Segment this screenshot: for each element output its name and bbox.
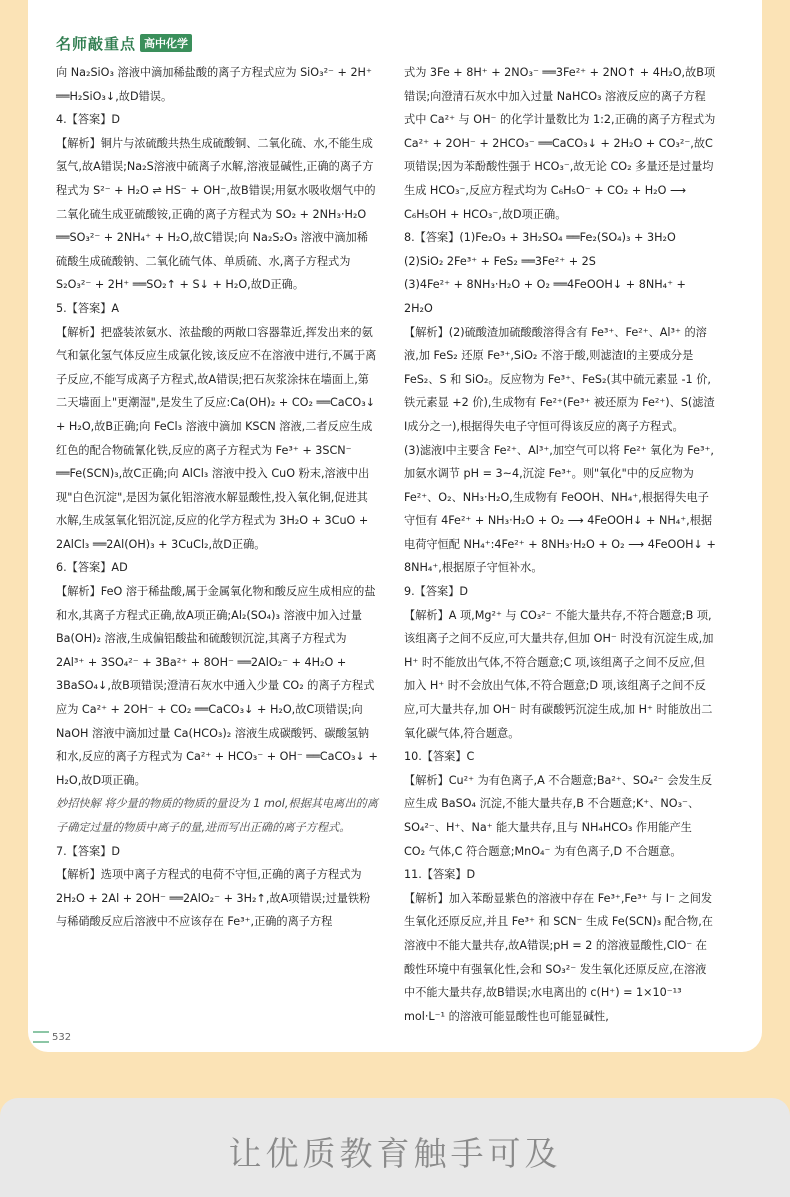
explanation-paragraph: 【解析】(2)硫酸渣加硫酸酸溶得含有 Fe³⁺、Fe²⁺、Al³⁺ 的溶液,加 FeS₂ 还原 Fe³⁺,SiO₂ 不溶于酸,则滤渣Ⅰ的主要成分是 FeS₂、S 和 SiO₂。反应物为 Fe³⁺、FeS₂(其中硫元素显 -1 价,铁元素显 +2 价),生成物有 Fe²⁺(Fe³⁺ 被还原为 Fe²⁺)、S(滤渣Ⅰ成分之一),根据得失电子守恒可得该反应的离子方程式。 [404,325,715,433]
answer-heading: 8.【答案】(1)Fe₂O₃ + 3H₂SO₄ ══Fe₂(SO₄)₃ + 3H₂O [404,231,676,245]
brand-title: 名师敲重点 [56,34,137,53]
page-footer [33,1031,71,1043]
answer-heading: 5.【答案】A [56,301,120,315]
page-number: 532 [52,1031,72,1043]
answer-heading: 10.【答案】C [404,750,475,764]
explanation-paragraph: 【解析】加入苯酚显紫色的溶液中存在 Fe³⁺,Fe³⁺ 与 I⁻ 之间发生氧化还原反应,并且 Fe³⁺ 和 SCN⁻ 生成 Fe(SCN)₃ 配合物,在溶液中不能大量共存,故A错误;pH = 2 的溶液显酸性,ClO⁻ 在酸性环境中有强氧化性,会和 SO₃²⁻ 发生氧化还原反应,在溶液中不能大量共存,故B错误;水电离出的 c(H⁺) = 1×10⁻¹³ mol·L⁻¹ 的溶液可能显酸性也可能显碱性, [404,891,713,1023]
wave-decoration-icon [33,1031,49,1043]
right-column [404,61,716,1028]
explanation-paragraph: 【解析】FeO 溶于稀盐酸,属于金属氧化物和酸反应生成相应的盐和水,其离子方程式正确,故A项正确;Al₂(SO₄)₃ 溶液中加入过量 Ba(OH)₂ 溶液,生成偏铝酸盐和硫酸钡沉淀,其离子方程式为 2Al³⁺ + 3SO₄²⁻ + 3Ba²⁺ + 8OH⁻ ══2AlO₂⁻ + 4H₂O + 3BaSO₄↓,故B项错误;澄清石灰水中通入少量 CO₂ 的离子方程式应为 Ca²⁺ + 2OH⁻ + CO₂ ══CaCO₃↓ + H₂O,故C项错误;向 NaOH 溶液中滴加过量 Ca(HCO₃)₂ 溶液生成碳酸钙、碳酸氢钠和水,反应的离子方程式为 Ca²⁺ + HCO₃⁻ + OH⁻ ══CaCO₃↓ + H₂O,故D项正确。 [56,585,378,787]
quick-tip: 妙招快解 将少量的物质的物质的量设为 1 mol,根据其电离出的离子确定过量的物质中离子的量,进而写出正确的离子方程式。 [56,797,378,834]
explanation-paragraph: 向 Na₂SiO₃ 溶液中滴加稀盐酸的离子方程式应为 SiO₃²⁻ + 2H⁺ ══H₂SiO₃↓,故D错误。 [56,66,372,103]
explanation-paragraph: 【解析】Cu²⁺ 为有色离子,A 不合题意;Ba²⁺、SO₄²⁻ 会发生反应生成 BaSO₄ 沉淀,不能大量共存,B 不合题意;K⁺、NO₃⁻、SO₄²⁻、H⁺、Na⁺ 能大量共存,且与 NH₄HCO₃ 作用能产生 CO₂ 气体,C 符合题意;MnO₄⁻ 为有色离子,D 不合题意。 [404,773,713,858]
subject-tag: 高中化学 [140,34,192,52]
left-column [56,61,378,934]
answer-heading: 7.【答案】D [56,844,121,858]
explanation-paragraph: (3)滤液Ⅰ中主要含 Fe²⁺、Al³⁺,加空气可以将 Fe²⁺ 氧化为 Fe³⁺,加氨水调节 pH = 3~4,沉淀 Fe³⁺。则"氧化"中的反应物为 Fe²⁺、O₂、NH₃·H₂O,生成物有 FeOOH、NH₄⁺,根据得失电子守恒有 4Fe²⁺ + NH₃·H₂O + O₂ ⟶ 4FeOOH↓ + NH₄⁺,根据电荷守恒配 NH₄⁺:4Fe²⁺ + 8NH₃·H₂O + O₂ ⟶ 4FeOOH↓ + 8NH₄⁺,根据原子守恒补水。 [404,443,716,575]
answer-heading: 6.【答案】AD [56,561,128,575]
explanation-paragraph: 【解析】把盛装浓氨水、浓盐酸的两敞口容器靠近,挥发出来的氨气和氯化氢气体反应生成氯化铵,该反应不在溶液中进行,不属于离子反应,不能写成离子方程式,故A错误;把石灰浆涂抹在墙面上,第二天墙面上"更潮湿",是发生了反应:Ca(OH)₂ + CO₂ ══CaCO₃↓ + H₂O,故B正确;向 FeCl₃ 溶液中滴加 KSCN 溶液,二者反应生成红色的配合物硫氰化铁,反应的离子方程式为 Fe³⁺ + 3SCN⁻ ══Fe(SCN)₃,故C正确;向 AlCl₃ 溶液中投入 CuO 粉末,溶液中出现"白色沉淀",是因为氯化铝溶液水解显酸性,投入氧化铜,促进其水解,生成氢氧化铝沉淀,反应的化学方程式为 3H₂O + 3CuO + 2AlCl₃ ══2Al(OH)₃ + 3CuCl₂,故D正确。 [56,325,377,551]
explanation-paragraph: 【解析】选项中离子方程式的电荷不守恒,正确的离子方程式为 2H₂O + 2Al + 2OH⁻ ══2AlO₂⁻ + 3H₂↑,故A项错误;过量铁粉与稀硝酸反应后溶液中不应该存在 Fe³⁺,正确的离子方程 [56,868,371,929]
explanation-paragraph: (3)4Fe²⁺ + 8NH₃·H₂O + O₂ ══4FeOOH↓ + 8NH₄⁺ + 2H₂O [404,278,686,315]
slogan-text: 让优质教育触手可及 [228,1134,562,1173]
book-brand [56,33,192,53]
explanation-paragraph: 【解析】A 项,Mg²⁺ 与 CO₃²⁻ 不能大量共存,不符合题意;B 项,该组离子之间不反应,可大量共存,但加 OH⁻ 时没有沉淀生成,加 H⁺ 时不能放出气体,不符合题意;C 项,该组离子之间不反应,但加入 H⁺ 时不会放出气体,不符合题意;D 项,该组离子之间不反应,可大量共存,加 OH⁻ 时有碳酸钙沉淀生成,加 H⁺ 时能放出二氧化碳气体,符合题意。 [404,608,714,740]
explanation-paragraph: 【解析】铜片与浓硫酸共热生成硫酸铜、二氧化硫、水,不能生成氢气,故A错误;Na₂S溶液中硫离子水解,溶液显碱性,正确的离子方程式为 S²⁻ + H₂O ⇌ HS⁻ + OH⁻,故B错误;用氨水吸收烟气中的二氧化硫生成亚硫酸铵,正确的离子方程式为 SO₂ + 2NH₃·H₂O ══SO₃²⁻ + 2NH₄⁺ + H₂O,故C错误;向 Na₂S₂O₃ 溶液中滴加稀硫酸生成硫酸钠、二氧化硫气体、单质硫、水,离子方程式为 S₂O₃²⁻ + 2H⁺ ══SO₂↑ + S↓ + H₂O,故D正确。 [56,136,376,292]
answer-heading: 4.【答案】D [56,113,121,127]
explanation-paragraph: (2)SiO₂ 2Fe³⁺ + FeS₂ ══3Fe²⁺ + 2S [404,254,596,268]
answer-heading: 9.【答案】D [404,585,469,599]
explanation-paragraph: 式为 3Fe + 8H⁺ + 2NO₃⁻ ══3Fe²⁺ + 2NO↑ + 4H₂O,故B项错误;向澄清石灰水中加入过量 NaHCO₃ 溶液反应的离子方程式中 Ca²⁺ 与 OH⁻ 的化学计量数比为 1:2,正确的离子方程式为 Ca²⁺ + 2OH⁻ + 2HCO₃⁻ ══CaCO₃↓ + 2H₂O + CO₃²⁻,故C项错误;因为苯酚酸性强于 HCO₃⁻,故无论 CO₂ 多量还是过量均生成 HCO₃⁻,反应方程式均为 C₆H₅O⁻ + CO₂ + H₂O ⟶ C₆H₅OH + HCO₃⁻,故D项正确。 [404,66,716,221]
answer-heading: 11.【答案】D [404,868,476,882]
